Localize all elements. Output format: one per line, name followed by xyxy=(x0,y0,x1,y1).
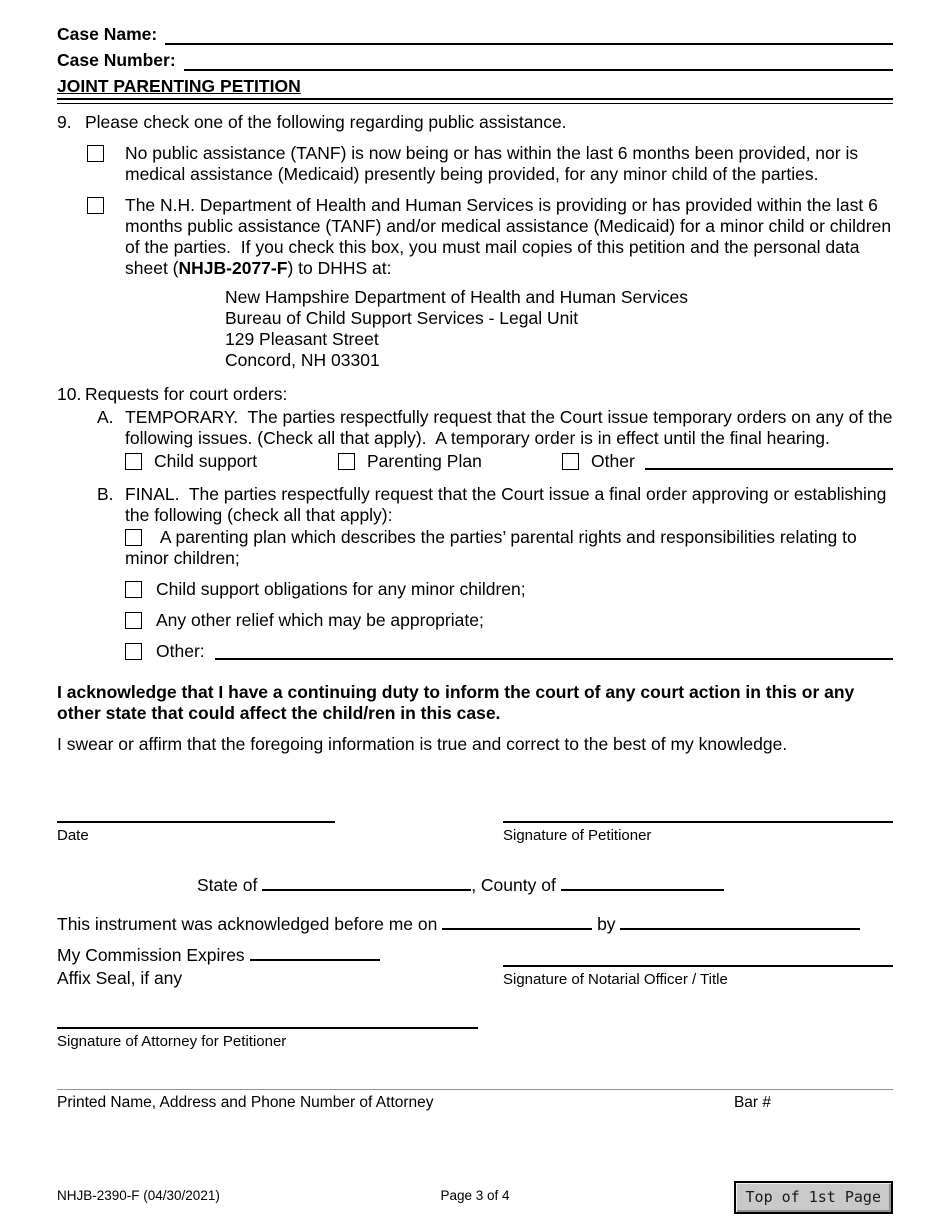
section10-heading xyxy=(57,384,893,405)
attorney-signature-field[interactable] xyxy=(57,1009,478,1029)
temp-other-field[interactable] xyxy=(645,453,893,470)
final-child-support-label: Child support obligations for any minor children; xyxy=(156,579,526,599)
dhhs-address xyxy=(225,287,893,371)
affix-seal-label: Affix Seal, if any xyxy=(57,968,183,988)
final-text: FINAL. The parties respectfully request that the Court issue a final order approving or establishing the following (check all that apply): xyxy=(125,484,892,525)
dhhs-address-line2: Bureau of Child Support Services - Legal Unit xyxy=(225,308,579,328)
dhhs-address-line1: New Hampshire Department of Health and Human Services xyxy=(225,287,688,307)
top-of-first-page-button[interactable]: Top of 1st Page xyxy=(734,1181,893,1214)
form-number: NHJB-2390-F (04/30/2021) xyxy=(57,1188,220,1203)
temp-child-support-label: Child support xyxy=(154,451,258,471)
petitioner-signature-block xyxy=(503,803,893,845)
dhhs-assistance-text-pre: The N.H. Department of Health and Human Services is providing or has provided within the last 6 months public assistance (TANF) and/or medical assistance (Medicaid) for a minor child or children of the parties. If you check this box, you must mail copies of this petition and the personal data sheet ( xyxy=(125,195,896,278)
page-indicator: Page 3 of 4 xyxy=(440,1188,510,1203)
form-title: JOINT PARENTING PETITION xyxy=(57,76,301,96)
title-divider xyxy=(57,103,893,104)
county-field[interactable] xyxy=(561,889,724,891)
final-other-checkbox[interactable] xyxy=(125,643,142,660)
final-other-relief-checkbox[interactable] xyxy=(125,612,142,629)
commission-line xyxy=(57,945,380,966)
final-child-support-option xyxy=(125,579,893,600)
acknowledged-by-field[interactable] xyxy=(620,928,860,930)
notarial-signature-field[interactable] xyxy=(503,947,893,967)
final-paragraph xyxy=(97,484,893,526)
no-public-assistance-label: No public assistance (TANF) is now being or has within the last 6 months been provided, nor is medical assistance (Medicaid) presently being provided, for any minor child of the parties. xyxy=(125,143,863,184)
state-field[interactable] xyxy=(262,889,471,891)
date-block xyxy=(57,803,335,845)
final-other-relief-label: Any other relief which may be appropriate; xyxy=(156,610,484,630)
temporary-text: TEMPORARY. The parties respectfully request that the Court issue temporary orders on any of the following issues. (Check all that apply). A temporary order is in effect until the final hearing. xyxy=(125,407,898,448)
temp-other-label: Other xyxy=(591,451,635,471)
section9-heading xyxy=(57,112,893,133)
attorney-printed-row xyxy=(57,1093,893,1112)
case-number-row xyxy=(57,50,893,71)
option-no-public-assistance xyxy=(87,143,893,185)
attorney-printed-label: Printed Name, Address and Phone Number of Attorney xyxy=(57,1094,434,1111)
bar-number-label: Bar # xyxy=(733,1094,771,1111)
option-dhhs-assistance xyxy=(87,195,896,279)
final-other-label: Other: xyxy=(156,641,205,661)
temp-parenting-plan-option xyxy=(338,451,562,472)
dhhs-address-line3: 129 Pleasant Street xyxy=(225,329,379,349)
dhhs-assistance-text-post: ) to DHHS at: xyxy=(287,258,392,278)
petitioner-signature-field[interactable] xyxy=(503,803,893,823)
final-parenting-plan-option xyxy=(125,527,893,569)
state-of-label: State of xyxy=(197,875,263,895)
section10-prompt: Requests for court orders: xyxy=(85,384,288,404)
attorney-printed-block xyxy=(57,1089,893,1112)
case-name-row xyxy=(57,24,893,45)
temp-other-option xyxy=(562,451,893,472)
section9-prompt: Please check one of the following regarding public assistance. xyxy=(85,112,567,132)
notarial-signature-label: Signature of Notarial Officer / Title xyxy=(503,971,728,988)
petitioner-signature-label: Signature of Petitioner xyxy=(503,827,652,844)
form-title-block xyxy=(57,76,893,100)
commission-notarial-row xyxy=(57,945,893,989)
case-name-field[interactable] xyxy=(165,26,893,45)
acknowledged-label: This instrument was acknowledged before me on xyxy=(57,914,443,934)
case-name-label: Case Name: xyxy=(57,24,158,44)
by-label: by xyxy=(592,914,621,934)
final-parenting-plan-checkbox[interactable] xyxy=(125,529,142,546)
final-letter: B. xyxy=(97,484,114,504)
commission-block xyxy=(57,945,380,989)
temp-child-support-checkbox[interactable] xyxy=(125,453,142,470)
temp-child-support-option xyxy=(125,451,338,472)
date-label: Date xyxy=(57,827,89,844)
final-parenting-plan-label: A parenting plan which describes the parties’ parental rights and responsibilities relating to minor children; xyxy=(125,527,862,568)
commission-expires-field[interactable] xyxy=(250,959,380,961)
dhhs-address-line4: Concord, NH 03301 xyxy=(225,350,380,370)
attorney-signature-label: Signature of Attorney for Petitioner xyxy=(57,1033,287,1050)
temporary-letter: A. xyxy=(97,407,114,427)
footer xyxy=(57,1178,893,1214)
final-child-support-checkbox[interactable] xyxy=(125,581,142,598)
temp-parenting-plan-label: Parenting Plan xyxy=(367,451,482,471)
final-other-option xyxy=(125,641,893,662)
section9-number: 9. xyxy=(57,112,72,132)
temporary-paragraph xyxy=(97,407,898,449)
final-other-relief-option xyxy=(125,610,893,631)
dhhs-form-number: NHJB-2077-F xyxy=(178,258,288,278)
acknowledged-row xyxy=(57,914,893,935)
case-number-label: Case Number: xyxy=(57,50,176,70)
final-other-field[interactable] xyxy=(215,643,893,660)
swear-statement: I swear or affirm that the foregoing information is true and correct to the best of my knowledge. xyxy=(57,734,788,754)
no-public-assistance-checkbox[interactable] xyxy=(87,145,104,162)
dhhs-assistance-label xyxy=(125,195,896,279)
section10-number: 10. xyxy=(57,384,82,404)
temporary-options-row xyxy=(125,451,893,472)
county-of-label: , County of xyxy=(471,875,561,895)
date-field[interactable] xyxy=(57,803,335,823)
case-number-field[interactable] xyxy=(184,52,893,71)
notarial-signature-block xyxy=(503,947,893,989)
continuing-duty-statement: I acknowledge that I have a continuing duty to inform the court of any court action in this or any other state that could affect the child/ren in this case. xyxy=(57,682,860,723)
temp-other-checkbox[interactable] xyxy=(562,453,579,470)
acknowledged-date-field[interactable] xyxy=(442,928,592,930)
temp-parenting-plan-checkbox[interactable] xyxy=(338,453,355,470)
attorney-signature-block xyxy=(57,1009,893,1051)
date-signature-row xyxy=(57,803,893,845)
dhhs-assistance-checkbox[interactable] xyxy=(87,197,104,214)
commission-label: My Commission Expires xyxy=(57,945,250,965)
state-county-row xyxy=(197,875,893,896)
final-options xyxy=(125,527,893,662)
